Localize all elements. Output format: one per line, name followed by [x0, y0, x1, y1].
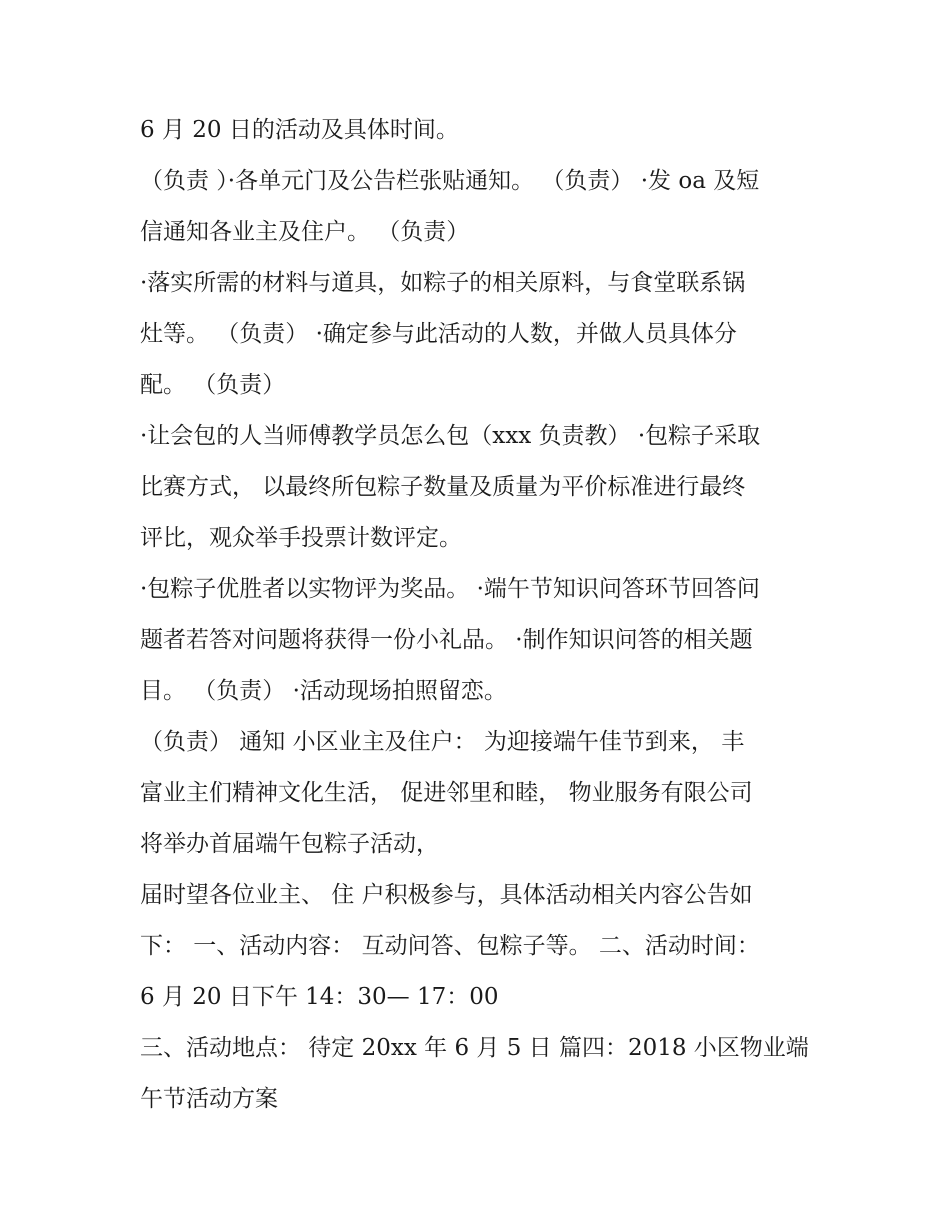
text-line: 评比，观众举手投票计数评定。	[140, 525, 462, 551]
text-line: 6 月 20 日的活动及具体时间。	[140, 117, 459, 143]
text-line: 信通知各业主及住户。 （负责）	[140, 219, 470, 245]
text-line: 6 月 20 日下午 14：30— 17：00	[140, 984, 499, 1010]
text-line: ·包粽子优胜者以实物评为奖品。 ·端午节知识问答环节回答问	[140, 576, 760, 602]
text-line: 三、活动地点： 待定 20xx 年 6 月 5 日 篇四：2018 小区物业端	[140, 1035, 809, 1061]
text-line: 灶等。 （负责） ·确定参与此活动的人数，并做人员具体分	[140, 321, 737, 347]
text-line: 下： 一、活动内容： 互动问答、包粽子等。 二、活动时间：	[140, 933, 760, 959]
text-line: ·落实所需的材料与道具，如粽子的相关原料，与食堂联系锅	[140, 270, 746, 296]
text-line: 午节活动方案	[140, 1086, 278, 1112]
text-line: 配。 （负责）	[140, 372, 286, 398]
text-line: 将举办首届端午包粽子活动，	[140, 831, 439, 857]
document-body	[140, 108, 820, 1128]
text-line: 富业主们精神文化生活， 促进邻里和睦， 物业服务有限公司	[140, 780, 753, 806]
text-line: 题者若答对问题将获得一份小礼品。 ·制作知识问答的相关题	[140, 627, 753, 653]
text-line: ·让会包的人当师傅教学员怎么包（xxx 负责教） ·包粽子采取	[140, 423, 761, 449]
text-line: （负责） 通知 小区业主及住户： 为迎接端午佳节到来， 丰	[140, 729, 745, 755]
text-line: 届时望各位业主、 住 户积极参与，具体活动相关内容公告如	[140, 882, 753, 908]
text-line: 比赛方式， 以最终所包粽子数量及质量为平价标准进行最终	[140, 474, 746, 500]
text-line: 目。 （负责） ·活动现场拍照留恋。	[140, 678, 507, 704]
text-line: （负责 ）·各单元门及公告栏张贴通知。 （负责） ·发 oa 及短	[140, 168, 760, 194]
